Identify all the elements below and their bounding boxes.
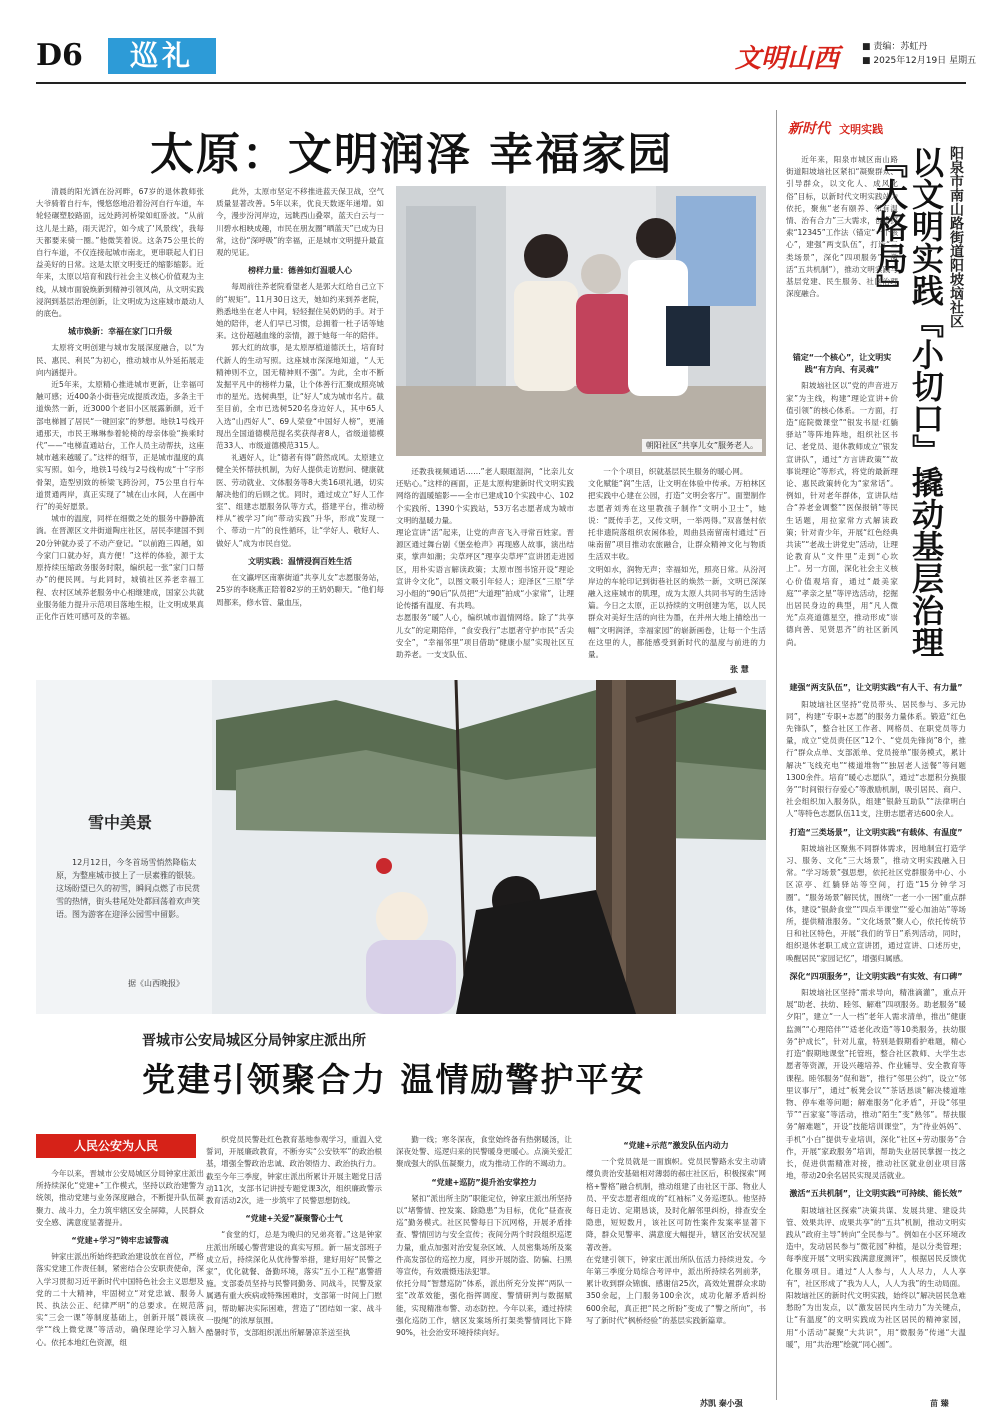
sidebar-divider — [776, 110, 777, 1400]
sidebar-headline: 以文明实践『小切口』撬动基层治理『大格局』 — [871, 146, 945, 658]
snow-source: 据《山西晚报》 — [128, 979, 184, 988]
main-para: 每周前往养老院看望老人是郭大红给自己立下的“规矩”。11月30日这天，她如约来到养老院，熟悉地坐在老人中间，轻轻握住吴奶奶的手。对于她的陪伴，老人们早已习惯，总拥着一杜子话等她来。这份超越血缘的亲情，源于她每一年的陪伴。 — [216, 282, 384, 341]
police-para: 紧扣“派出所主防”职能定位，钟家庄派出所坚持以“堵警情、控发案、除隐患”为目标，优化“昼查夜巡”勤务模式。社区民警每日下沉网格，开展矛盾排查、警情回访与安全宣传；夜间分两个时段组织巡逻力量，重点加强对治安复杂区域、人员密集场所及案件高发部位的巡控力度，同步开展防盗、防骗、扫黑等宣传，有效震慑违法犯罪。 依托分局“智慧巡防”体系，派出所充分发挥“两队一室”改革效能，强化指挥调度、警情研判与数据赋能，实现精准布警、动态防控。今年以来，通过持续强化巡防工作，辖区发案场所打架类警情同比下降90%，社会治安环境持续向好。 — [396, 1193, 572, 1338]
police-col-2 — [206, 1134, 382, 1404]
paper-logo: 文明山西 — [735, 44, 840, 74]
section-label: 巡礼 — [108, 38, 216, 74]
sidebar-sub: 建强“两支队伍”，让文明实践“有人干、有力量” — [789, 683, 963, 693]
sidebar-logo — [788, 118, 883, 138]
main-para: 在文瀛坪区南寨街道“共享儿女”志愿服务站，25岁的李晓燕正陪着82岁的王奶奶聊天。“他们每周都来，修水管、量血压， — [216, 573, 384, 607]
sidebar-body — [786, 346, 966, 1394]
police-headline: 党建引领聚合力 温情励警护平安 — [142, 1060, 646, 1099]
sidebar-sub: 锚定“一个核心”，让文明实践“有方向、有灵魂” — [792, 353, 892, 375]
main-para: 太原将文明创建与城市发展深度融合，以“为民、惠民、利民”为初心，推动城市从外延拓展走向内涵提升。 — [36, 343, 204, 377]
page-number: D6 — [36, 38, 83, 73]
editor: 责编：苏虹丹 — [873, 42, 928, 52]
weekday: 星期五 — [949, 56, 977, 66]
main-para: 清晨的阳光洒在汾河畔，67岁的退休教师张大爷骑着自行车，慢悠悠地沿着汾河自行车道，车轮轻碾塑胶路面，远处跨河桥梁如虹卧波。“从前这儿是土路，雨天泥泞，如今成了‘风景线’，我每天都要来骑一圈。”他微笑着说。这条75公里长的自行车道，不仅连接起城市南北，更串联起人们日益美好的日常。这是太原文明变迁的缩影缩影。近年来，太原以培育和践行社会主义核心价值观为主线，从城市面貌焕新到精神引领风尚，从文明实践浸润到基层治理创新，让文明成为这座城市最动人的底色。 — [36, 187, 204, 319]
snow-title: 雪中美景 — [88, 813, 153, 832]
police-para: “食堂的灯，总是为晚归的兄弟亮着。”这是钟家庄派出所暖心警营建设的真实写照。新一届支部班子成立后，持续深化从优待警举措，建好用好“民警之家”，优化就餐、备勤环境，落实“五小工程”惠警措施。支部委员坚持与民警同勤务、同战斗，民警及家属遇有重大疾病或特殊困难时，支部第一时间上门慰问，帮助解决实际困难，营造了“团结如一家、战斗一股绳”的浓厚氛围。 酷暑时节，支部组织派出所解暑凉茶送至执 — [206, 1230, 382, 1338]
police-para: 今年以来，晋城市公安局城区分局钟家庄派出所持续深化“党建+”工作模式，坚持以政治建警为统领，推动党建与业务深度融合，不断提升队伍凝聚力、战斗力，全力筑牢辖区安全屏障，人民群众安全感、满意度显著提升。 — [36, 1169, 204, 1227]
police-col-3 — [396, 1134, 572, 1404]
sidebar-kicker: 阳泉市南山路街道阳坡垴社区 — [948, 146, 964, 328]
police-author: 苏凯 秦小强 — [700, 1399, 743, 1408]
photo-caption: 朝阳社区“共享儿女”服务老人。 — [642, 439, 762, 452]
main-col-3: 还教我视频通话……”老人眼眶湿润，“比亲儿女还贴心。”这样的画面，正是太原构建新时代文明实践网络的温暖缩影——全市已建成10个实践中心、102个实践所、1390个实践站，53万名志愿者成为城市文明的温暖力量。 理论宣讲“活”起来，让党的声音飞入寻常百姓家。晋源区通过舞台剧《堡垒枪声》再现感人故事，演出结束，掌声如潮；尖草坪区“理享尖草坪”宣讲团走进园区，用朴实语言解读政策；太原市图书馆开设“理论宣讲令文化”，以图文吸引年轻人；迎泽区“三原”学习小组的“90后”队员把“大道理”拍成“小家常”，让理论传播有温度、有共鸣。 志愿服务“暖”人心，编织城市温情网络。除了“共享儿女”的定期陪伴，“食安我行”志愿者守护市民“舌尖安全”，“幸福邻里”项目借助“健康小屋”实现社区互助养老。一支支队伍、 — [396, 467, 574, 660]
main-para: 近5年来，太原精心推进城市更新，让幸福可触可感；近400条小街巷完成提质改造，多条主干道焕然一新，近3000个老旧小区展露新颜，近千部电梯圆了居民“一键回家”的梦想。地铁1号线开通那天，市民王琳琳参着轮椅的母亲体验“换乘时代”——“电梯直通站台，工作人员主动帮扶，这座城市越来越暖了。”这样的细节，正是城市温度的真实写照。如今，地铁1号线与2号线构成“十”字形骨架，造型别致的桥梁飞跨汾河，75公里自行车道贯通两岸，真正实现了“城在山水间，人在画中行”的美好愿景。 — [36, 380, 204, 512]
police-para: 钟家庄派出所始终把政治建设放在首位，严格落实党建工作责任制，紧密结合公安职责使命，深入学习贯彻习近平新时代中国特色社会主义思想及党的二十大精神，牢固树立“对党忠诚、服务人民、执法公正、纪律严明”的总要求。在规范落实“三会一课”等制度基础上，创新开展“晨读夜学”“线上微党课”等活动，确保理论学习入脑入心。依托本地红色资源，组 — [36, 1252, 204, 1347]
subheading: “党建+示范”激发队伍内动力 — [623, 1141, 729, 1150]
subheading: 城市焕新：幸福在家门口升级 — [68, 327, 172, 337]
subheading: “党建+学习”铸牢忠诚警魂 — [71, 1236, 169, 1246]
sidebar-logo-b: 文明实践 — [839, 123, 884, 136]
main-col-2 — [216, 186, 384, 666]
main-para: 礼遇好人，让“德者有得”蔚然成风。太原建立健全关怀帮扶机制，为好人提供走访慰问、健康就医、劳动就业、文体服务等8大类16项礼遇，切实解决他们的后顾之忧。同时，通过成立“好人工作室”、组建志愿服务队等方式，搭建平台，推动榜样从“被学习”向“带动实践”升华，形成“发现一个、带动一片”的良性循环，让“学好人、敬好人、做好人”成为市民自觉。 — [216, 453, 384, 548]
snow-photo — [36, 680, 766, 1014]
sidebar-author: 苗 臻 — [930, 1399, 949, 1408]
sidebar-para: 阳坡垴社区以“党的声音进万家”为主线，构建“理论宣讲+价值引领”的核心体系。一方面，打造“庭院微课堂”“银发书屋·红躺驿站”等阵地阵地，组织社区书记、老党员、退休教师成立“银发宣讲队”，通过“方言讲政策”“故事说理论”等形式，将党的最新理论、惠民政策转化为“家常话”。例如，针对老年群体，宣讲队结合“养老金调整”“医保报销”等民生话题，用拉家常方式解读政策；针对青少年，开展“红色经典共读”“老战士讲党史”活动，让理论教育从“文件里”走到“心坎上”。另一方面，深化社会主义核心价值观培育，通过“最美家庭”“孝亲之星”等评选活动，挖掘出居民身边的典型，用“凡人微光”点亮道德星空，推动形成“崇德向善、见贤思齐”的社区新风尚。 — [786, 381, 898, 647]
sidebar-sub: 激活“五共机制”，让文明实践“可持续、能长效” — [789, 1189, 963, 1199]
community-photo — [396, 186, 766, 456]
sidebar-intro: 近年来，阳泉市城区南山路街道阳坡垴社区紧扣“凝聚群众、引导群众，以文化人、成风化俗”目标，以新时代文明实践站为依托，聚焦“老有颐养、邻有温情、治有合力”三大需求，创新探索“12345”工作法（锚定“一个核心”，建强“两支队伍”，打造“三类场景”，深化“四项服务”，激活“五共机制”），推动文明实践与基层党建、民生服务、社区治理深度融合。 — [786, 155, 898, 299]
police-col-4 — [586, 1134, 766, 1396]
editor-info: ■ 责编：苏虹丹 ■ 2025年12月19日 星期五 — [862, 42, 977, 66]
snow-caption: 12月12日，今冬首场雪悄然降临太原，为整座城市披上了一层素雅的银装。这场盼望已久的初雪，瞬间点燃了市民赏雪的热情，街头巷尾处处都回荡着欢声笑语。图为游客在迎泽公园雪中留影。 — [56, 858, 200, 919]
sidebar-para: 阳坡垴社区坚持“需求导向，精准滴灌”，重点开展“助老、扶幼、睦邻、解难”四项服务。助老服务“暖夕阳”，建立“一人一档”老年人需求清单，推出“健康监测”“心理陪伴”“适老化改造”等10类服务，扶幼服务“护成长”，针对儿童，特别是假期看护难题，精心打造“假期地课堂”托管班，整合社区教师、大学生志愿者等资源，开设兴趣培养、作业辅导、安全教育等课程。睦邻服务“促和谐”，推行“邻里公约”，设立“邻里议事厅”，通过“板凳会议”“茶话恳谈”解决楼道堆物、停车难等问题；解难服务“化矛盾”，开设“邻里节”“百家宴”等活动，推动“陌生”变“熟邻”。帮扶服务“解难题”，开设“技能培训课堂”，为“待业妈妈”、手机“小白”提供专业培训，深化“社区+劳动服务”合作，开展“家政服务”培训，帮助失业居民掌握一技之长，促进供需精准对接，推动社区就业创业项目落地，带动20余名居民实现灵活就业。 — [786, 988, 966, 1181]
police-para: 勤一线；寒冬深夜，食堂始终备有热粥暖汤，让深夜处警、巡逻归来的民警暖身更暖心。点滴关爱汇聚成强大的队伍凝聚力，成为推动工作的不竭动力。 — [396, 1135, 572, 1169]
subheading: 榜样力量：德善如灯温暖人心 — [248, 266, 352, 276]
main-para: 城市的温度，同样在细微之处的服务中静静流淌。在晋源区文井街道陶庄社区，居民李建国不到20分钟就办妥了不动产登记。“以前跑三四趟，如今家门口就办好，真方便！”这样的体验，源于太原持续压缩政务服务时限，编织起一张“家门口帮办”的便民网。与此同时，城镇社区养老幸福工程、农村区域养老服务中心相继建成，国家公共就业服务能力提升示范项目落地生根，让文明成果真正化作百姓可感可及的幸福。 — [36, 514, 204, 621]
sidebar-para: 阳坡垴社区坚持“党员带头、居民参与、多元协同”，构建“专职+志愿”的服务力量体系。锻造“红色先锋队”，整合社区工作者、网格员、在职党员等力量，成立“党员责任区”12个、“党员先锋岗”8个，推行“群众点单、支部派单、党员接单”服务模式，累计解决“飞线充电”“楼道堆物”“独居老人送餐”等问题1300余件。培育“暖心志愿队”，通过“志愿积分换服务”“时间银行存爱心”等激励机制，吸引居民、商户、社会组织加入服务队，组建“银龄互助队”“法律明白人”等特色志愿队伍11支，注册志愿者达600余人。 — [786, 699, 966, 819]
sidebar-sub: 打造“三类场景”，让文明实践“有载体、有温度” — [789, 827, 963, 837]
subheading: “党建+关爱”凝聚警心士气 — [245, 1214, 343, 1224]
issue-date: 2025年12月19日 — [873, 56, 947, 66]
police-kicker: 晋城市公安局城区分局钟家庄派出所 — [142, 1033, 366, 1049]
police-para: 一个党员就是一面旗帜。党员民警路永安主动请缨负责治安基础相对薄弱的郝庄社区后，积极探索“网格+警格”融合机制，推动组建了由社区干部、物业人员、平安志愿者组成的“红袖标”义务巡逻队。他坚持每日走访、定期恳谈，及时化解邻里纠纷，排查安全隐患，短短数月，该社区可防性案件发案率显著下降，群众见警率、满意度大幅提升，辖区治安状况显著改善。 在党建引领下，钟家庄派出所队伍活力持续迸发。今年第三季度分局综合考评中，派出所持续名列前茅，累计收到群众锦旗、感谢信25次，高效处置群众求助350余起，上门服务100余次，成功化解矛盾纠纷600余起，真正把“民之所盼”变成了“警之所向”，书写了新时代“枫桥经验”的基层实践新篇章。 — [586, 1157, 766, 1325]
main-para: 郭大红的故事，是太原厚植道德沃土，培育时代新人的生动写照。这座城市深深地知道，“人无精神则不立，国无精神则不强”。为此，全市不断发掘平凡中的榜样力量，让个体善行汇聚成照亮城市的星光。选树典型，让“好人”成为城市名片。截至目前，全市已选树520名身边好人，其中65人入选“山西好人”、69人荣登“中国好人榜”，更涌现出全国道德模范提名奖获得者8人，省级道德模范33人、市级道德模范315人。 — [216, 343, 384, 451]
police-col-1 — [36, 1168, 204, 1404]
main-col-4: 一个个项目，织就基层民生服务的暖心网。 文化赋能“润”生活，让文明在体验中传承。万柏林区把实践中心建在公园，打造“文明会客厅”。面塑制作志愿者刘秀在这里教孩子制作“文明小卫士”，她说：“既传手艺，又传文明，一举两得。”双喜堡村依托非遗院落组织农闲体验，周曲县南留南村通过“百味南留”项目推动农旅融合，让群众精神文化与物质生活双丰收。 文明如水，润物无声；幸福如光，照亮日常。从汾河岸边的车轮印记到街巷社区的焕然一新，文明已深深融入这座城市的肌理，成为太原人共同书写的生活诗篇。今日之太原，正以持续的文明创建为笔，以人民群众对美好生活的向往为墨，在并州大地上描绘出一幅“文明润泽，幸福家园”的崭新画卷，让每一个生活在这里的人，都能感受到新时代的温度与前进的力量。 — [588, 467, 766, 660]
sidebar-logo-a: 新时代 — [788, 121, 830, 137]
main-author: 张 慧 — [730, 665, 749, 674]
main-para: 此外，太原市坚定不移推进蓝天保卫战，空气质量显著改善。5年以来，优良天数逐年递增。如今，漫步汾河岸边，远眺西山叠翠，蓝天白云与一川碧水相映成趣，市民在朋友圈“晒蓝天”已成为日常，这份“深呼吸”的幸福，正是城市文明提升最直观的见证。 — [216, 187, 384, 258]
police-para: 织党员民警赴红色教育基地参观学习，重温入党誓词，开展廉政教育，不断夯实“公安铁军”的政治根基，增强全警政治忠诚、政治领悟力、政治执行力。 截至今年三季度，钟家庄派出所累计开展主题党日活动11次，支部书记讲授专题党课3次，组织廉政警示教育活动2次，进一步筑牢了民警思想防线。 — [206, 1135, 382, 1206]
sidebar-para: 阳坡垴社区探索“决策共谋、发展共建、建设共管、效果共评、成果共享”的“五共”机制，推动文明实践从“政府主导”转向“全民参与”。例如在小区环境改造中，发动居民参与“微花园”种植，是以分类管理；每季度开展“文明实践满意度测评”，根据居民反馈优化服务项目。通过“人人参与，人人尽力，人人享有”，社区形成了“我为人人，人人为我”的生动局面。 阳坡垴社区的新时代文明实践，始终以“解决居民急难愁盼”为出发点，以“激发居民内生动力”为关键点，让“有温度”的文明实践成为社区居民的精神家园，用“小活动”凝聚“大共识”，用“微服务”传递“大温暖”，用“共治理”绘就“同心圆”。 — [786, 1205, 966, 1349]
subheading: 文明实践：温情浸润百姓生活 — [248, 556, 352, 566]
main-col-1 — [36, 186, 204, 666]
police-badge: 人民公安为人民 — [36, 1134, 196, 1158]
header-rule — [36, 82, 966, 84]
sidebar-sub: 深化“四项服务”，让文明实践“有实效、有口碑” — [789, 971, 963, 981]
main-headline: 太原：文明润泽 幸福家园 — [150, 129, 674, 180]
sidebar-para: 阳坡垴社区聚焦不同群体需求，因地制宜打造学习、服务、文化“三大场景”，推动文明实践融入日常。“学习场景”强思想，依托社区党群服务中心、小区凉亭、红躺驿站等空间，打造“15分钟学习圈”。“服务场景”解民忧，围绕“一老一小一困”重点群体，建设“银龄食堂”“四点半课堂”“爱心加油站”等场所，提供精准服务。“文化场景”聚人心，依托传统节日和社区特色，开展“我们的节日”系列活动，同时，组织退休老职工成立宣讲团，通过宣讲、口述历史，唤醒居民“家园记忆”，增强归属感。 — [786, 843, 966, 963]
subheading: “党建+巡防”提升治安掌控力 — [431, 1177, 537, 1187]
